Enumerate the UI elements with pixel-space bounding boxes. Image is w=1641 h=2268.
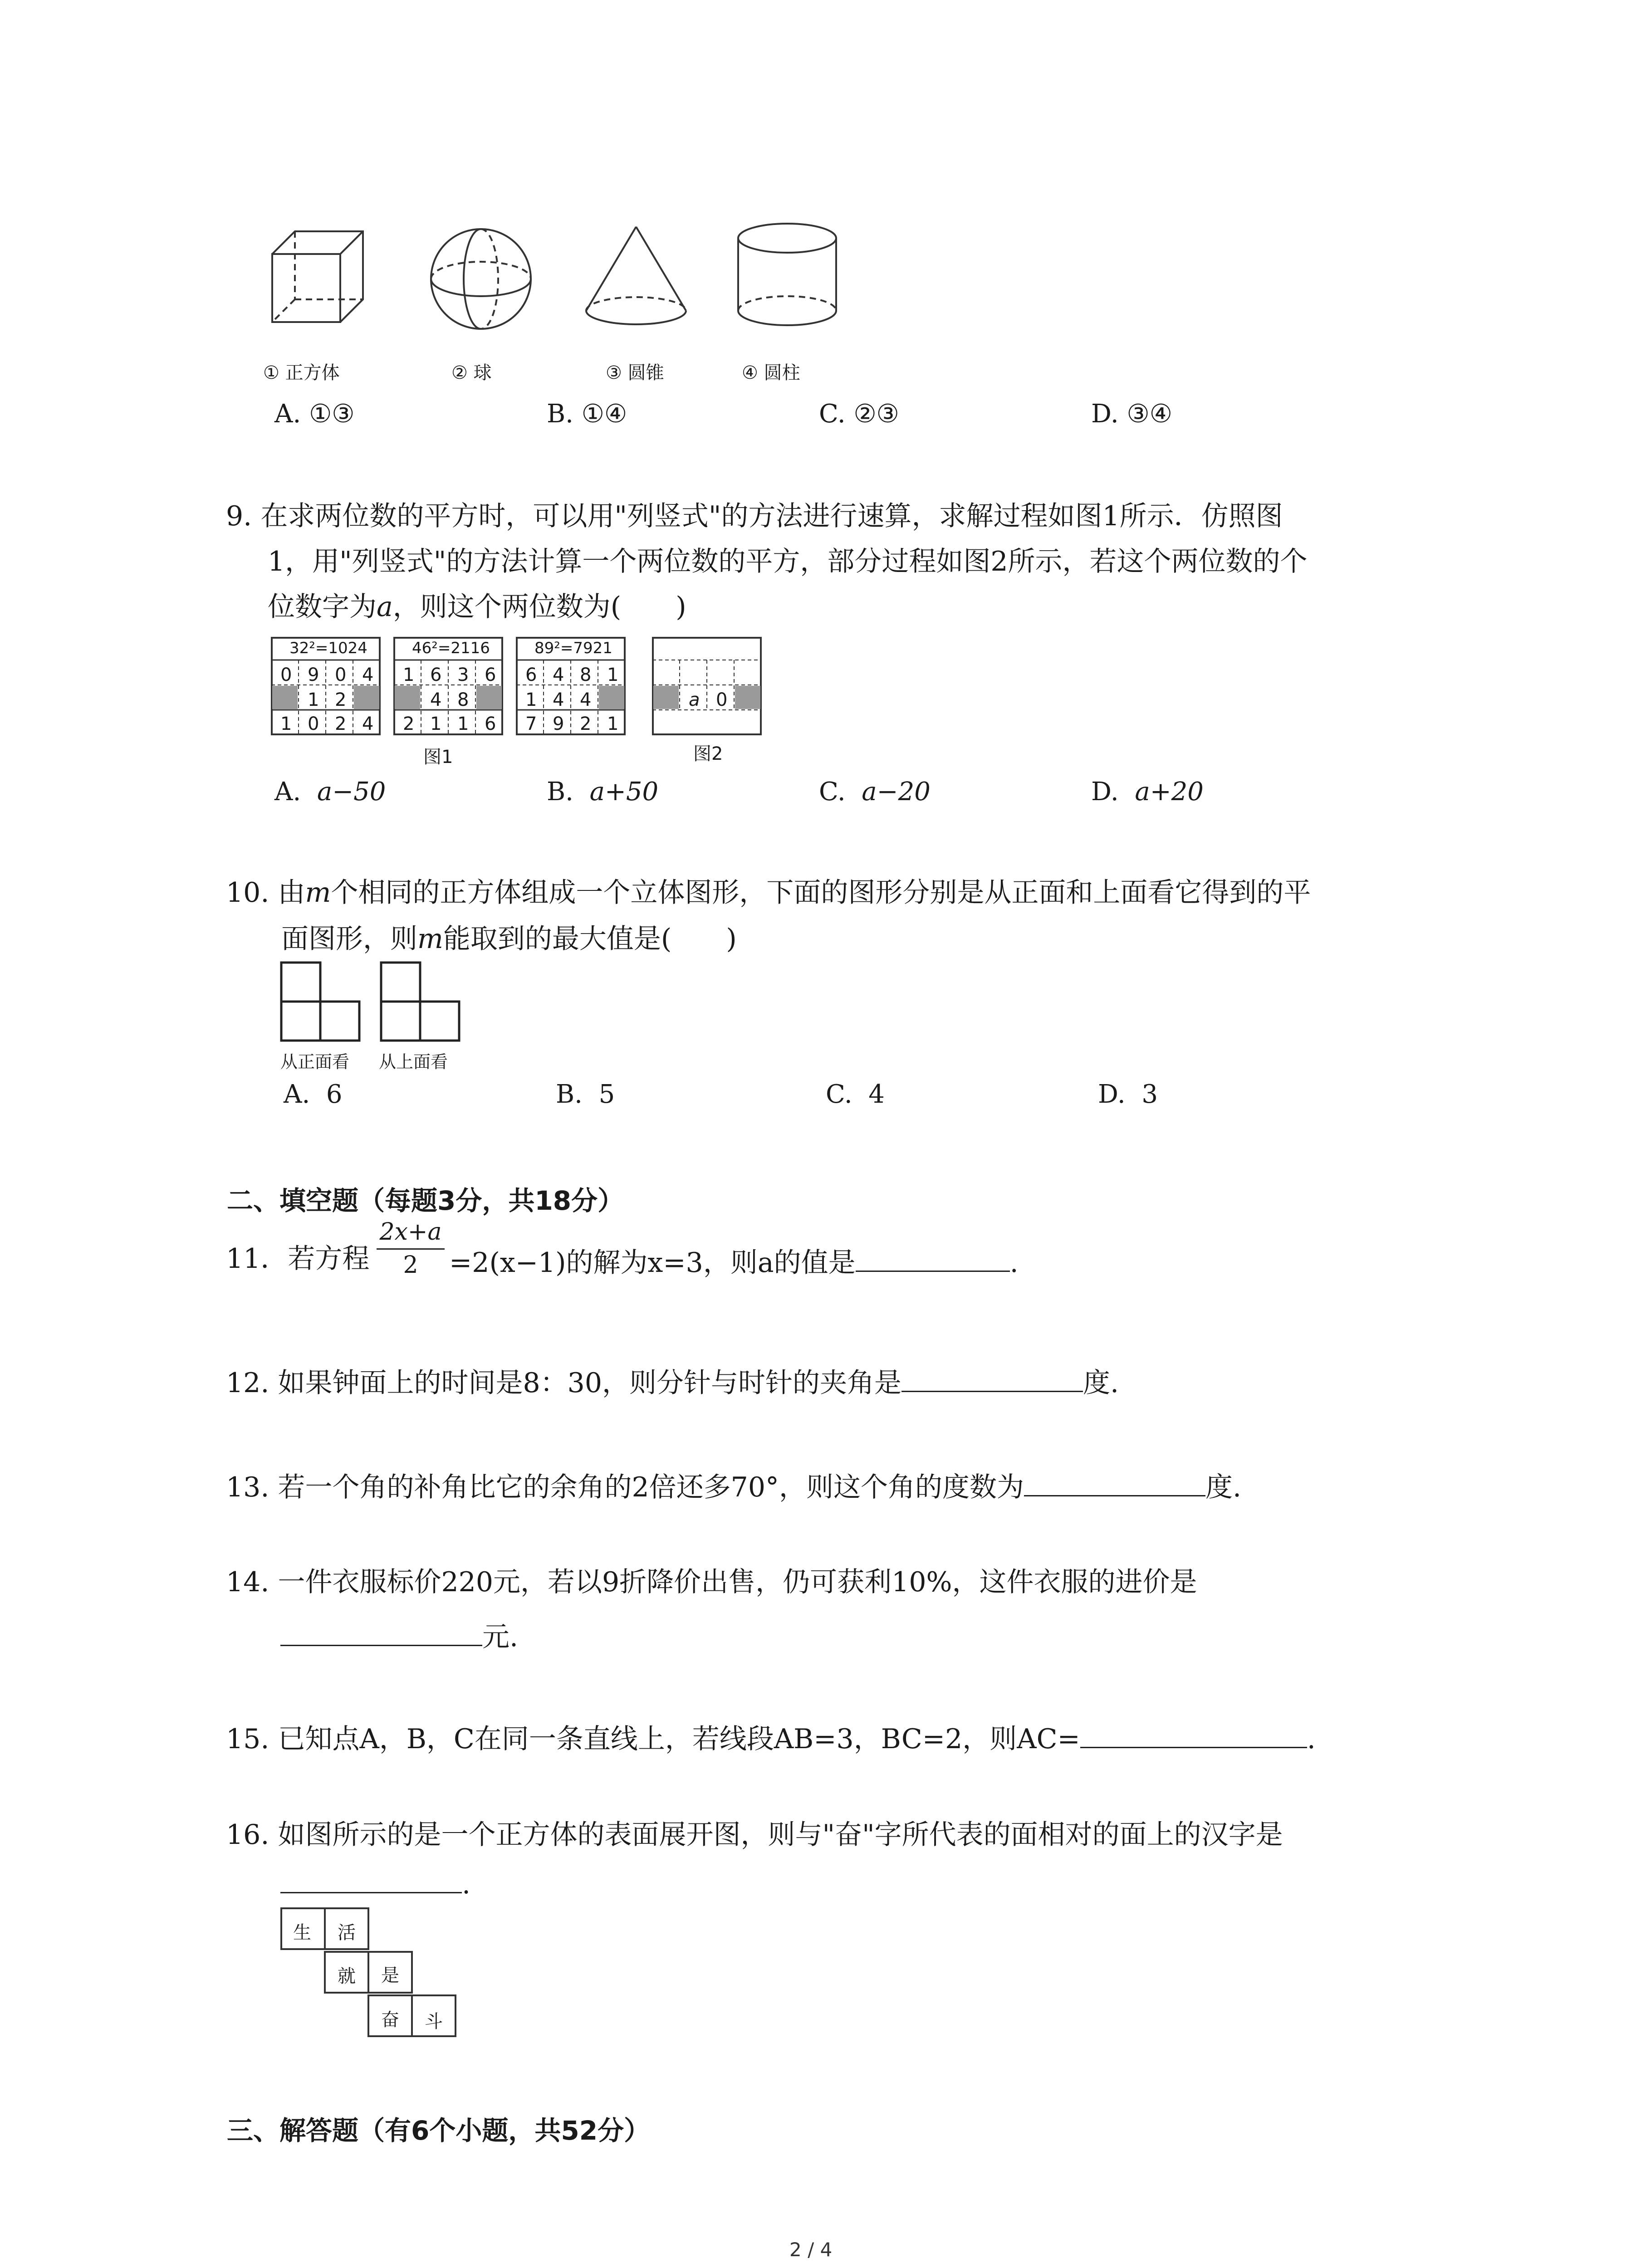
- q11-rest: [449, 1245, 1019, 1279]
- grid-cell: 1: [403, 665, 415, 685]
- cube-net-figure: [280, 1907, 457, 2039]
- fraction-numerator: 2x+a: [379, 1218, 442, 1246]
- option-letter: B.: [547, 399, 573, 429]
- sphere-drawing: [431, 229, 531, 329]
- q9-line1: 9. 在求两位数的平方时，可以用"列竖式"的方法进行速算，求解过程如图1所示．仿照图: [226, 500, 1283, 532]
- variable: m: [305, 877, 331, 909]
- option-letter: C.: [819, 777, 846, 807]
- option-letter: D.: [1091, 777, 1119, 807]
- answer-blank[interactable]: [280, 1867, 462, 1893]
- q9-option-c: [819, 779, 931, 805]
- answer-blank[interactable]: [1080, 1721, 1307, 1748]
- answer-blank[interactable]: [856, 1245, 1010, 1272]
- option-letter: A.: [284, 1080, 310, 1109]
- grid-cell: 0: [335, 665, 347, 685]
- net-face: 活: [338, 1922, 356, 1943]
- grid-cell: 6: [430, 665, 442, 685]
- grid-cell: 6: [525, 665, 537, 685]
- q10-option-c: [826, 1082, 885, 1107]
- cylinder-drawing: [738, 224, 836, 325]
- solid-label-cube: ① 正方体: [263, 362, 340, 383]
- q12-text: [226, 1365, 1119, 1397]
- option-text: 4: [868, 1080, 885, 1109]
- answer-blank[interactable]: [280, 1619, 482, 1646]
- grid-cell: 1: [607, 665, 619, 685]
- net-face: 生: [293, 1922, 311, 1943]
- grid-cell: 1: [457, 714, 469, 734]
- q11-fraction: [377, 1220, 445, 1277]
- cube-drawing: [272, 231, 363, 322]
- section-2-heading: 二、填空题（每题3分，共18分）: [227, 1185, 624, 1216]
- grid-cell: 4: [362, 665, 374, 685]
- grid-cell: 4: [553, 665, 564, 685]
- text: .: [462, 1868, 471, 1900]
- top-view-label: 从上面看: [379, 1052, 448, 1072]
- option-letter: C.: [826, 1080, 852, 1109]
- text: .: [1307, 1723, 1316, 1755]
- front-view-label: 从正面看: [280, 1052, 350, 1072]
- grid-cell: 8: [457, 689, 469, 710]
- net-face: 就: [338, 1966, 356, 1987]
- text: 13. 若一个角的补角比它的余角的2倍还多70°，则这个角的度数为: [226, 1471, 1024, 1503]
- q8-option-d: [1091, 401, 1172, 427]
- option-letter: A.: [274, 777, 301, 807]
- grid-cell: 1: [308, 689, 319, 710]
- figure-2-caption: 图2: [693, 743, 723, 764]
- grid-cell: 4: [580, 689, 592, 710]
- grid-cell: 0: [716, 689, 728, 710]
- q9-line3: [268, 593, 686, 621]
- grid-cell: 1: [280, 714, 292, 734]
- grid-cell: a: [689, 689, 700, 710]
- option-text: ②③: [853, 399, 899, 429]
- text: 15. 已知点A，B，C在同一条直线上，若线段AB=3，BC=2，则AC=: [226, 1723, 1080, 1755]
- option-text: 6: [326, 1080, 343, 1109]
- answer-blank[interactable]: [1024, 1470, 1205, 1496]
- q16-text: 16. 如图所示的是一个正方体的表面展开图，则与"奋"字所代表的面相对的面上的汉字是: [226, 1819, 1283, 1851]
- option-text: a+50: [589, 777, 659, 807]
- q13-text: [226, 1470, 1241, 1501]
- q8-option-a: [274, 401, 354, 427]
- option-text: a−50: [317, 777, 386, 807]
- text: 10. 由: [226, 877, 305, 909]
- grid-cell: 9: [553, 714, 564, 734]
- option-letter: C.: [819, 399, 846, 429]
- grid-cell: 9: [308, 665, 319, 685]
- figure-1-caption: 图1: [423, 747, 453, 767]
- option-text: ①④: [581, 399, 627, 429]
- q10-option-a: [284, 1082, 343, 1107]
- q10-option-b: [556, 1082, 615, 1107]
- text: .: [1009, 1247, 1019, 1279]
- solid-label-cone: ③ 圆锥: [606, 362, 664, 383]
- variable: a: [377, 591, 393, 623]
- text: 个相同的正方体组成一个立体图形，下面的图形分别是从正面和上面看它得到的平: [331, 877, 1311, 909]
- option-letter: B.: [556, 1080, 583, 1109]
- q9-option-b: [547, 779, 658, 805]
- q11-prefix: 11．若方程: [226, 1243, 370, 1275]
- option-text: a−20: [862, 777, 931, 807]
- option-text: 3: [1141, 1080, 1158, 1109]
- grid-cell: 1: [525, 689, 537, 710]
- q9-option-d: [1091, 779, 1204, 805]
- q8-option-c: [819, 401, 899, 427]
- grid-cell: 0: [308, 714, 319, 734]
- q15-text: [226, 1721, 1316, 1753]
- grid-cell: 7: [525, 714, 537, 734]
- grid-title: 46²=2116: [412, 639, 490, 657]
- net-face: 斗: [425, 2011, 443, 2032]
- fraction-bar: [377, 1248, 445, 1250]
- q10-line2: [281, 925, 737, 953]
- text: 位数字为: [268, 591, 377, 623]
- grid-cell: 1: [430, 714, 442, 734]
- answer-blank[interactable]: [901, 1365, 1083, 1392]
- q8-option-b: [547, 401, 627, 427]
- grid-cell: 2: [403, 714, 415, 734]
- q14-text: 14. 一件衣服标价220元，若以9折降价出售，仍可获利10%，这件衣服的进价是: [226, 1566, 1197, 1598]
- text: 能取到的最大值是( ): [443, 923, 737, 955]
- front-view-drawing: [280, 962, 362, 1043]
- solid-label-cylinder: ④ 圆柱: [742, 362, 800, 383]
- grid-cell: 2: [335, 714, 347, 734]
- text: ，则这个两位数为( ): [392, 591, 686, 623]
- option-letter: B.: [547, 777, 573, 807]
- option-letter: A.: [274, 399, 301, 429]
- net-face: 奋: [381, 2009, 399, 2030]
- text: 度.: [1083, 1367, 1119, 1399]
- q10-line1: [226, 877, 1311, 909]
- variable: m: [417, 923, 443, 955]
- cone-drawing: [586, 227, 686, 324]
- grid-cell: 6: [485, 665, 496, 685]
- option-text: ③④: [1127, 399, 1172, 429]
- page-number: 2 / 4: [789, 2239, 833, 2261]
- fraction-denominator: 2: [403, 1251, 418, 1279]
- q10-option-d: [1098, 1082, 1158, 1107]
- text: 度.: [1205, 1471, 1242, 1503]
- grid-cell: 4: [553, 689, 564, 710]
- grid-cell: 4: [430, 689, 442, 710]
- net-face: 是: [381, 1965, 399, 1986]
- section-3-heading: 三、解答题（有6个小题，共52分）: [227, 2115, 651, 2146]
- text: 元.: [482, 1621, 519, 1653]
- square-grid-figure-2: [652, 637, 761, 735]
- grid-cell: 6: [485, 714, 496, 734]
- text: 面图形，则: [281, 923, 417, 955]
- text: =2(x−1)的解为x=3，则a的值是: [449, 1247, 856, 1279]
- q9-line2: 1，用"列竖式"的方法计算一个两位数的平方，部分过程如图2所示，若这个两位数的个: [268, 546, 1308, 577]
- q14-line2: [280, 1619, 518, 1651]
- grid-cell: 1: [607, 714, 619, 734]
- q16-line2: [280, 1867, 470, 1898]
- top-view-drawing: [380, 962, 462, 1043]
- option-letter: D.: [1091, 399, 1119, 429]
- option-text: ①③: [309, 399, 355, 429]
- grid-cell: 2: [580, 714, 592, 734]
- option-text: 5: [598, 1080, 615, 1109]
- grid-cell: 8: [580, 665, 592, 685]
- option-letter: D.: [1098, 1080, 1126, 1109]
- grid-cell: 0: [280, 665, 292, 685]
- grid-cell: 3: [457, 665, 469, 685]
- q9-option-a: [274, 779, 386, 805]
- option-text: a+20: [1135, 777, 1204, 807]
- grid-cell: 2: [335, 689, 347, 710]
- solid-label-sphere: ② 球: [451, 362, 492, 383]
- text: 12. 如果钟面上的时间是8：30，则分针与时针的夹角是: [226, 1367, 902, 1399]
- grid-cell: 4: [362, 714, 374, 734]
- grid-title: 32²=1024: [289, 639, 367, 657]
- grid-title: 89²=7921: [534, 639, 612, 657]
